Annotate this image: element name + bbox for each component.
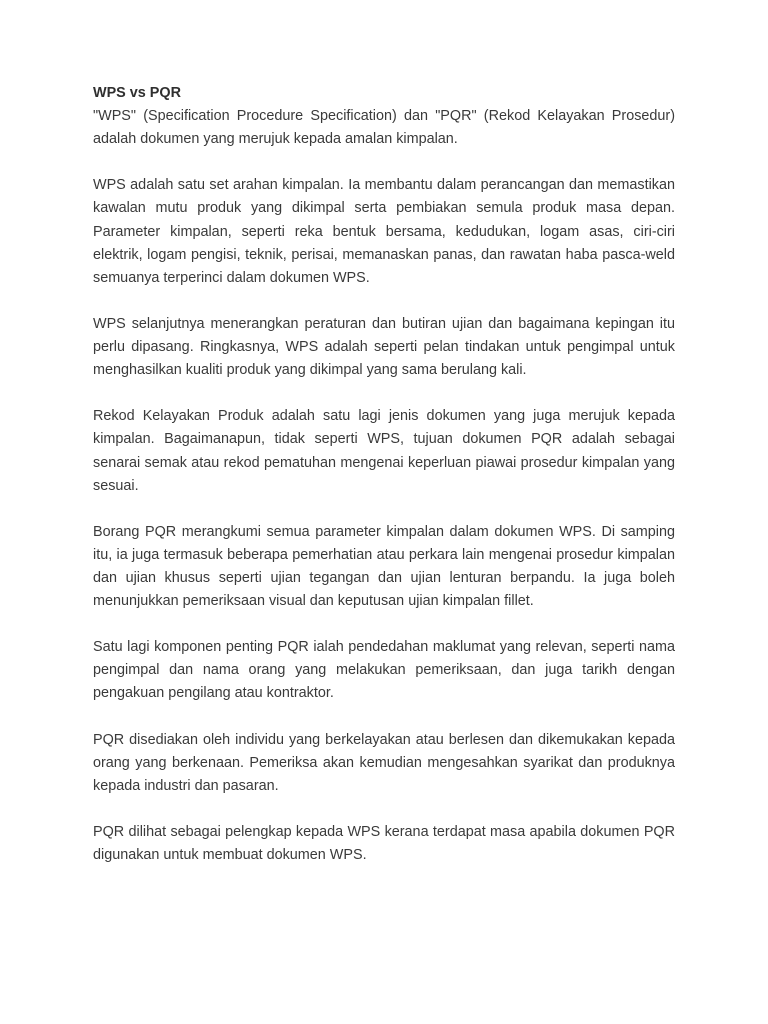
document-title: WPS vs PQR [93,85,181,101]
paragraph-wps-details: WPS selanjutnya menerangkan peraturan dan butiran ujian dan bagaimana kepingan itu perlu dipasang. Ringkasnya, WPS adalah seperti pelan tindakan untuk pengimpal untuk menghasilkan kualiti produk yang dikimpal yang sama berulang kali. [93,315,675,379]
paragraph-wps-definition: WPS adalah satu set arahan kimpalan. Ia membantu dalam perancangan dan memastikan kawalan mutu produk yang dikimpal serta pembiakan semula produk masa depan. Parameter kimpalan, seperti reka bentuk bersama, kedudukan, logam asas, ciri-ciri elektrik, logam pengisi, teknik, perisai, memanaskan panas, dan rawatan haba pasca-weld semuanya terperinci dalam dokumen WPS. [93,177,675,286]
paragraph-pqr-form: Borang PQR merangkumi semua parameter kimpalan dalam dokumen WPS. Di samping itu, ia juga termasuk beberapa pemerhatian atau perkara lain mengenai prosedur kimpalan dan ujian khusus seperti ujian tegangan dan ujian lenturan berpandu. Ia juga boleh menunjukkan pemeriksaan visual dan keputusan ujian kimpalan fillet. [93,523,675,610]
paragraph-pqr-definition: Rekod Kelayakan Produk adalah satu lagi jenis dokumen yang juga merujuk kepada kimpalan. Bagaimanapun, tidak seperti WPS, tujuan dokumen PQR adalah sebagai senarai semak atau rekod pematuhan mengenai keperluan piawai prosedur kimpalan yang sesuai. [93,408,675,494]
paragraph-pqr-complement: PQR dilihat sebagai pelengkap kepada WPS kerana terdapat masa apabila dokumen PQR digunakan untuk membuat dokumen WPS. [93,824,675,864]
paragraph-pqr-preparation: PQR disediakan oleh individu yang berkelayakan atau berlesen dan dikemukakan kepada orang yang berkenaan. Pemeriksa akan kemudian mengesahkan syarikat dan produknya kepada industri dan pasaran. [93,731,675,794]
paragraph-pqr-disclosure: Satu lagi komponen penting PQR ialah pendedahan maklumat yang relevan, seperti nama pengimpal dan nama orang yang melakukan pemeriksaan, dan juga tarikh dengan pengakuan pengilang atau kontraktor. [93,639,675,702]
document-page [93,82,675,890]
paragraph-intro: "WPS" (Specification Procedure Specification) dan "PQR" (Rekod Kelayakan Prosedur) adalah dokumen yang merujuk kepada amalan kimpalan. [93,108,675,148]
